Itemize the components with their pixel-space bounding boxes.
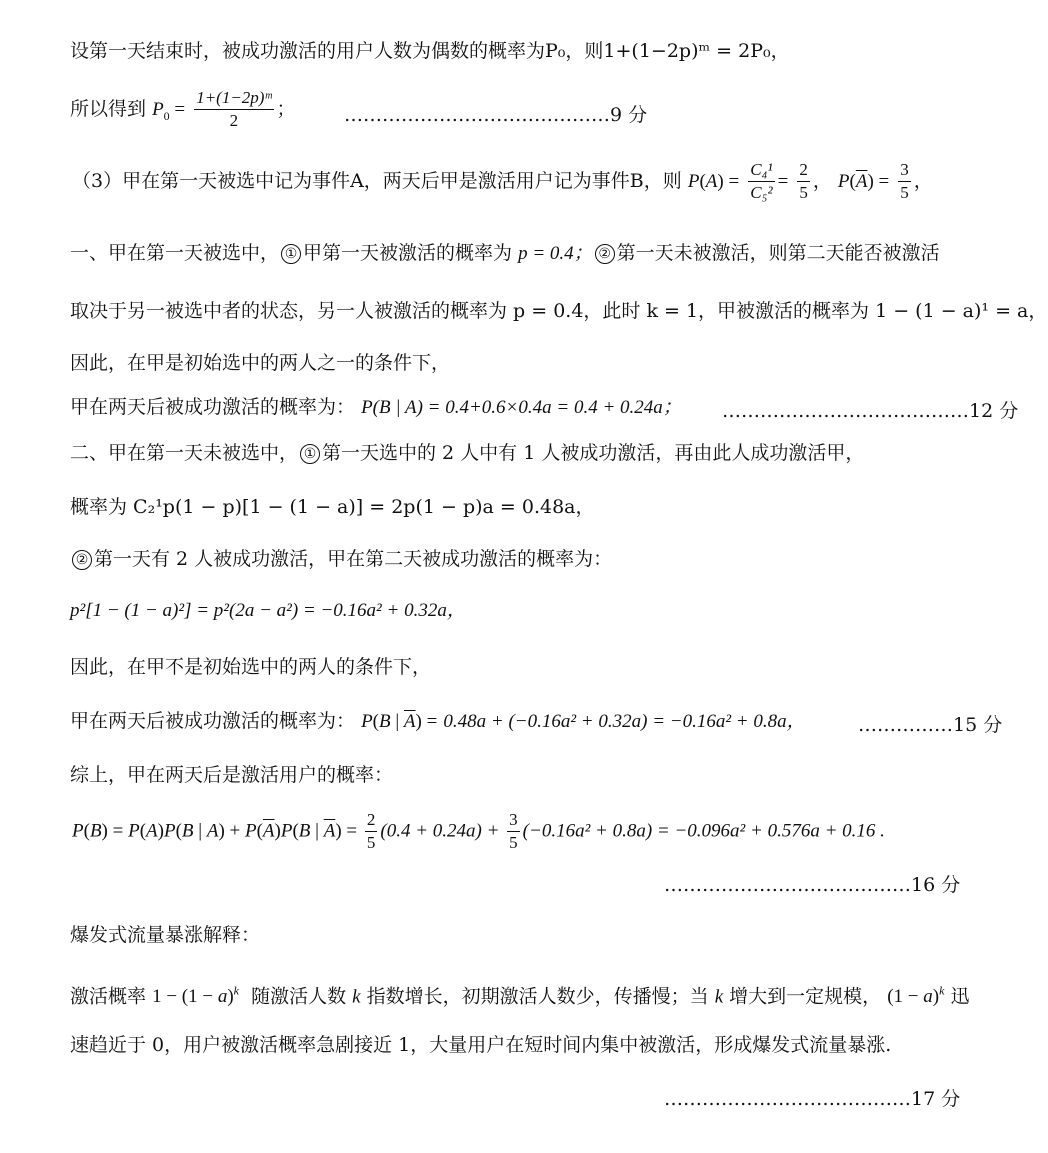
line-11 (70, 600, 466, 623)
line-9-text: 概率为 C₂¹p(1 − p)[1 − (1 − a)] = 2p(1 − p)a = 0.48a， (70, 496, 595, 518)
line-4-text-b: 甲第一天被激活的概率为 (303, 242, 513, 264)
circled-one-icon: ① (300, 444, 320, 464)
score-15 (858, 710, 1002, 737)
line-15 (72, 810, 885, 854)
score-16 (664, 870, 960, 897)
p0-denominator: 2 (229, 111, 239, 131)
line-2-text: 所以得到 (70, 97, 147, 120)
circled-two-icon: ② (595, 244, 615, 264)
line-14 (70, 764, 393, 787)
line-4-text-d: 第一天未被激活，则第二天能否被激活 (616, 242, 940, 264)
frac-den: 5 (900, 183, 909, 203)
frac-den: 5 (509, 833, 518, 853)
line-3-text: （3）甲在第一天被选中记为事件A，两天后甲是激活用户记为事件B，则 (72, 169, 682, 192)
line-19 (70, 1034, 891, 1057)
line-12 (70, 656, 431, 679)
pb-nota-formula: P(B | $\overline{A}$) = (361, 711, 438, 732)
line-6 (70, 352, 450, 375)
line-8 (70, 442, 864, 465)
line-19-text: 速趋近于 0，用户被激活概率急剧接近 1，大量用户在短时间内集中被激活，形成爆发式流量暴涨. (70, 1034, 892, 1056)
line-5-text: 取决于另一被选中者的状态，另一人被激活的概率为 p = 0.4，此时 k = 1，甲被激活的概率为 1 − (1 − a)¹ = a， (70, 300, 1048, 322)
line-6-text: 因此，在甲是初始选中的两人之一的条件下， (70, 352, 451, 374)
line-8-text-b: 第一天选中的 2 人中有 1 人被成功激活，再由此人成功激活甲， (322, 442, 865, 464)
pb-total: P(B) = P(A)P(B | $A) + P(\overline{A})P(B$ | $\overline{A}$) = (72, 820, 358, 842)
line-12-text: 因此，在甲不是初始选中的两人的条件下， (70, 656, 432, 678)
pa-formula: P(A) = (687, 170, 740, 192)
line-7-text-a: 甲在两天后被成功激活的概率为： (70, 396, 356, 418)
score-17-text: …………………………………17 分 (664, 1088, 961, 1110)
pa-numerator: C₄¹ (748, 160, 774, 182)
line-4 (70, 242, 940, 266)
line-18-text-d: 增大到一定规模， (729, 985, 882, 1008)
line-1-text: 设第一天结束时，被成功激活的用户人数为偶数的概率为P₀，则1+(1−2p)ᵐ = 2P₀， (70, 40, 790, 62)
frac-den: 5 (366, 833, 376, 853)
line-18: 激活概率 $1 - (1 - a)^k$ 随激活人数 k 指数增长，初期激活人数少，传播慢；当 k 增大到一定规模， $(1 - a)^k$ 迅 (70, 984, 970, 1008)
line-13-text-a: 甲在两天后被成功激活的概率为： (70, 710, 356, 732)
two-fifths-b (365, 810, 378, 854)
circled-two-icon: ② (72, 550, 92, 570)
two-fifths (797, 160, 810, 204)
frac-num: 3 (898, 160, 911, 182)
line-13 (70, 710, 806, 734)
score-9-text: ……………………………………9 分 (344, 104, 648, 126)
line-14-text: 综上，甲在两天后是激活用户的概率： (70, 764, 394, 786)
score-15-text: ……………15 分 (858, 714, 1003, 736)
line-9 (70, 496, 595, 519)
line-2: 所以得到 $P_0$ = $\frac{\text{1+(1−2p)ᵐ}}{2}$ ； (70, 88, 296, 131)
line-8-text-a: 二、甲在第一天未被选中， (70, 442, 299, 464)
line-17-text: 爆发式流量暴涨解释： (70, 924, 261, 946)
frac-num: 3 (507, 810, 520, 832)
score-12-text: …………………………………12 分 (722, 400, 1019, 422)
score-12 (722, 396, 1018, 423)
line-18-text-c: 指数增长，初期激活人数少，传播慢；当 (366, 985, 709, 1008)
frac-num: 2 (797, 160, 810, 182)
pa-denominator: C₅² (750, 183, 773, 203)
line-1 (70, 40, 790, 63)
circled-one-icon: ① (281, 244, 301, 264)
line-17 (70, 924, 260, 947)
activation-formula: $1 - (1 - a)^k$ (152, 984, 239, 1008)
line-18-text-a: 激活概率 (70, 985, 147, 1008)
score-17 (664, 1084, 960, 1111)
line-15-text-b: (0.4 + 0.24a) + (380, 820, 500, 842)
line-10 (70, 548, 612, 571)
frac-den: 5 (799, 183, 808, 203)
pa-fraction (748, 160, 774, 204)
line-4-text-a: 一、甲在第一天被选中， (70, 242, 280, 264)
score-9 (344, 100, 647, 127)
line-7-formula: P(B | A) = 0.4+0.6×0.4a = 0.4 + 0.24a； (361, 397, 682, 418)
line-13-formula: 0.48a + (−0.16a² + 0.32a) = −0.16a² + 0.8a， (443, 711, 806, 732)
line-5 (70, 300, 1047, 323)
line-15-text-c: (−0.16a² + 0.8a) = −0.096a² + 0.576a + 0.16 . (522, 820, 885, 842)
p0-formula: $P_0$ = (152, 98, 186, 123)
score-16-text: …………………………………16 分 (664, 874, 961, 896)
pnota-formula: $P(\overline{A})$ = (837, 170, 890, 192)
line-10-text: 第一天有 2 人被成功激活，甲在第二天被成功激活的概率为： (94, 548, 613, 570)
three-fifths-b (507, 810, 520, 854)
line-18-text-b: 随激活人数 (251, 985, 347, 1008)
p0-fraction (194, 88, 273, 132)
line-3: （3）甲在第一天被选中记为事件A，两天后甲是激活用户记为事件B，则 P(A) = $\frac{\text{C₄¹}}{\text{C₅²}}$ = $\frac{2}{5}$ ， $P(\overline{A})$ = $\frac{3}{5}$ ， (72, 160, 933, 203)
p0-numerator: 1+(1−2p)ᵐ (194, 88, 273, 110)
line-7 (70, 396, 682, 420)
line-18-text-e: 迅 (950, 985, 970, 1008)
line-4-text-c: p = 0.4； (518, 243, 593, 264)
line-11-text: p²[1 − (1 − a)²] = p²(2a − a²) = −0.16a² + 0.32a， (70, 600, 466, 621)
three-fifths (898, 160, 911, 204)
frac-num: 2 (365, 810, 378, 832)
